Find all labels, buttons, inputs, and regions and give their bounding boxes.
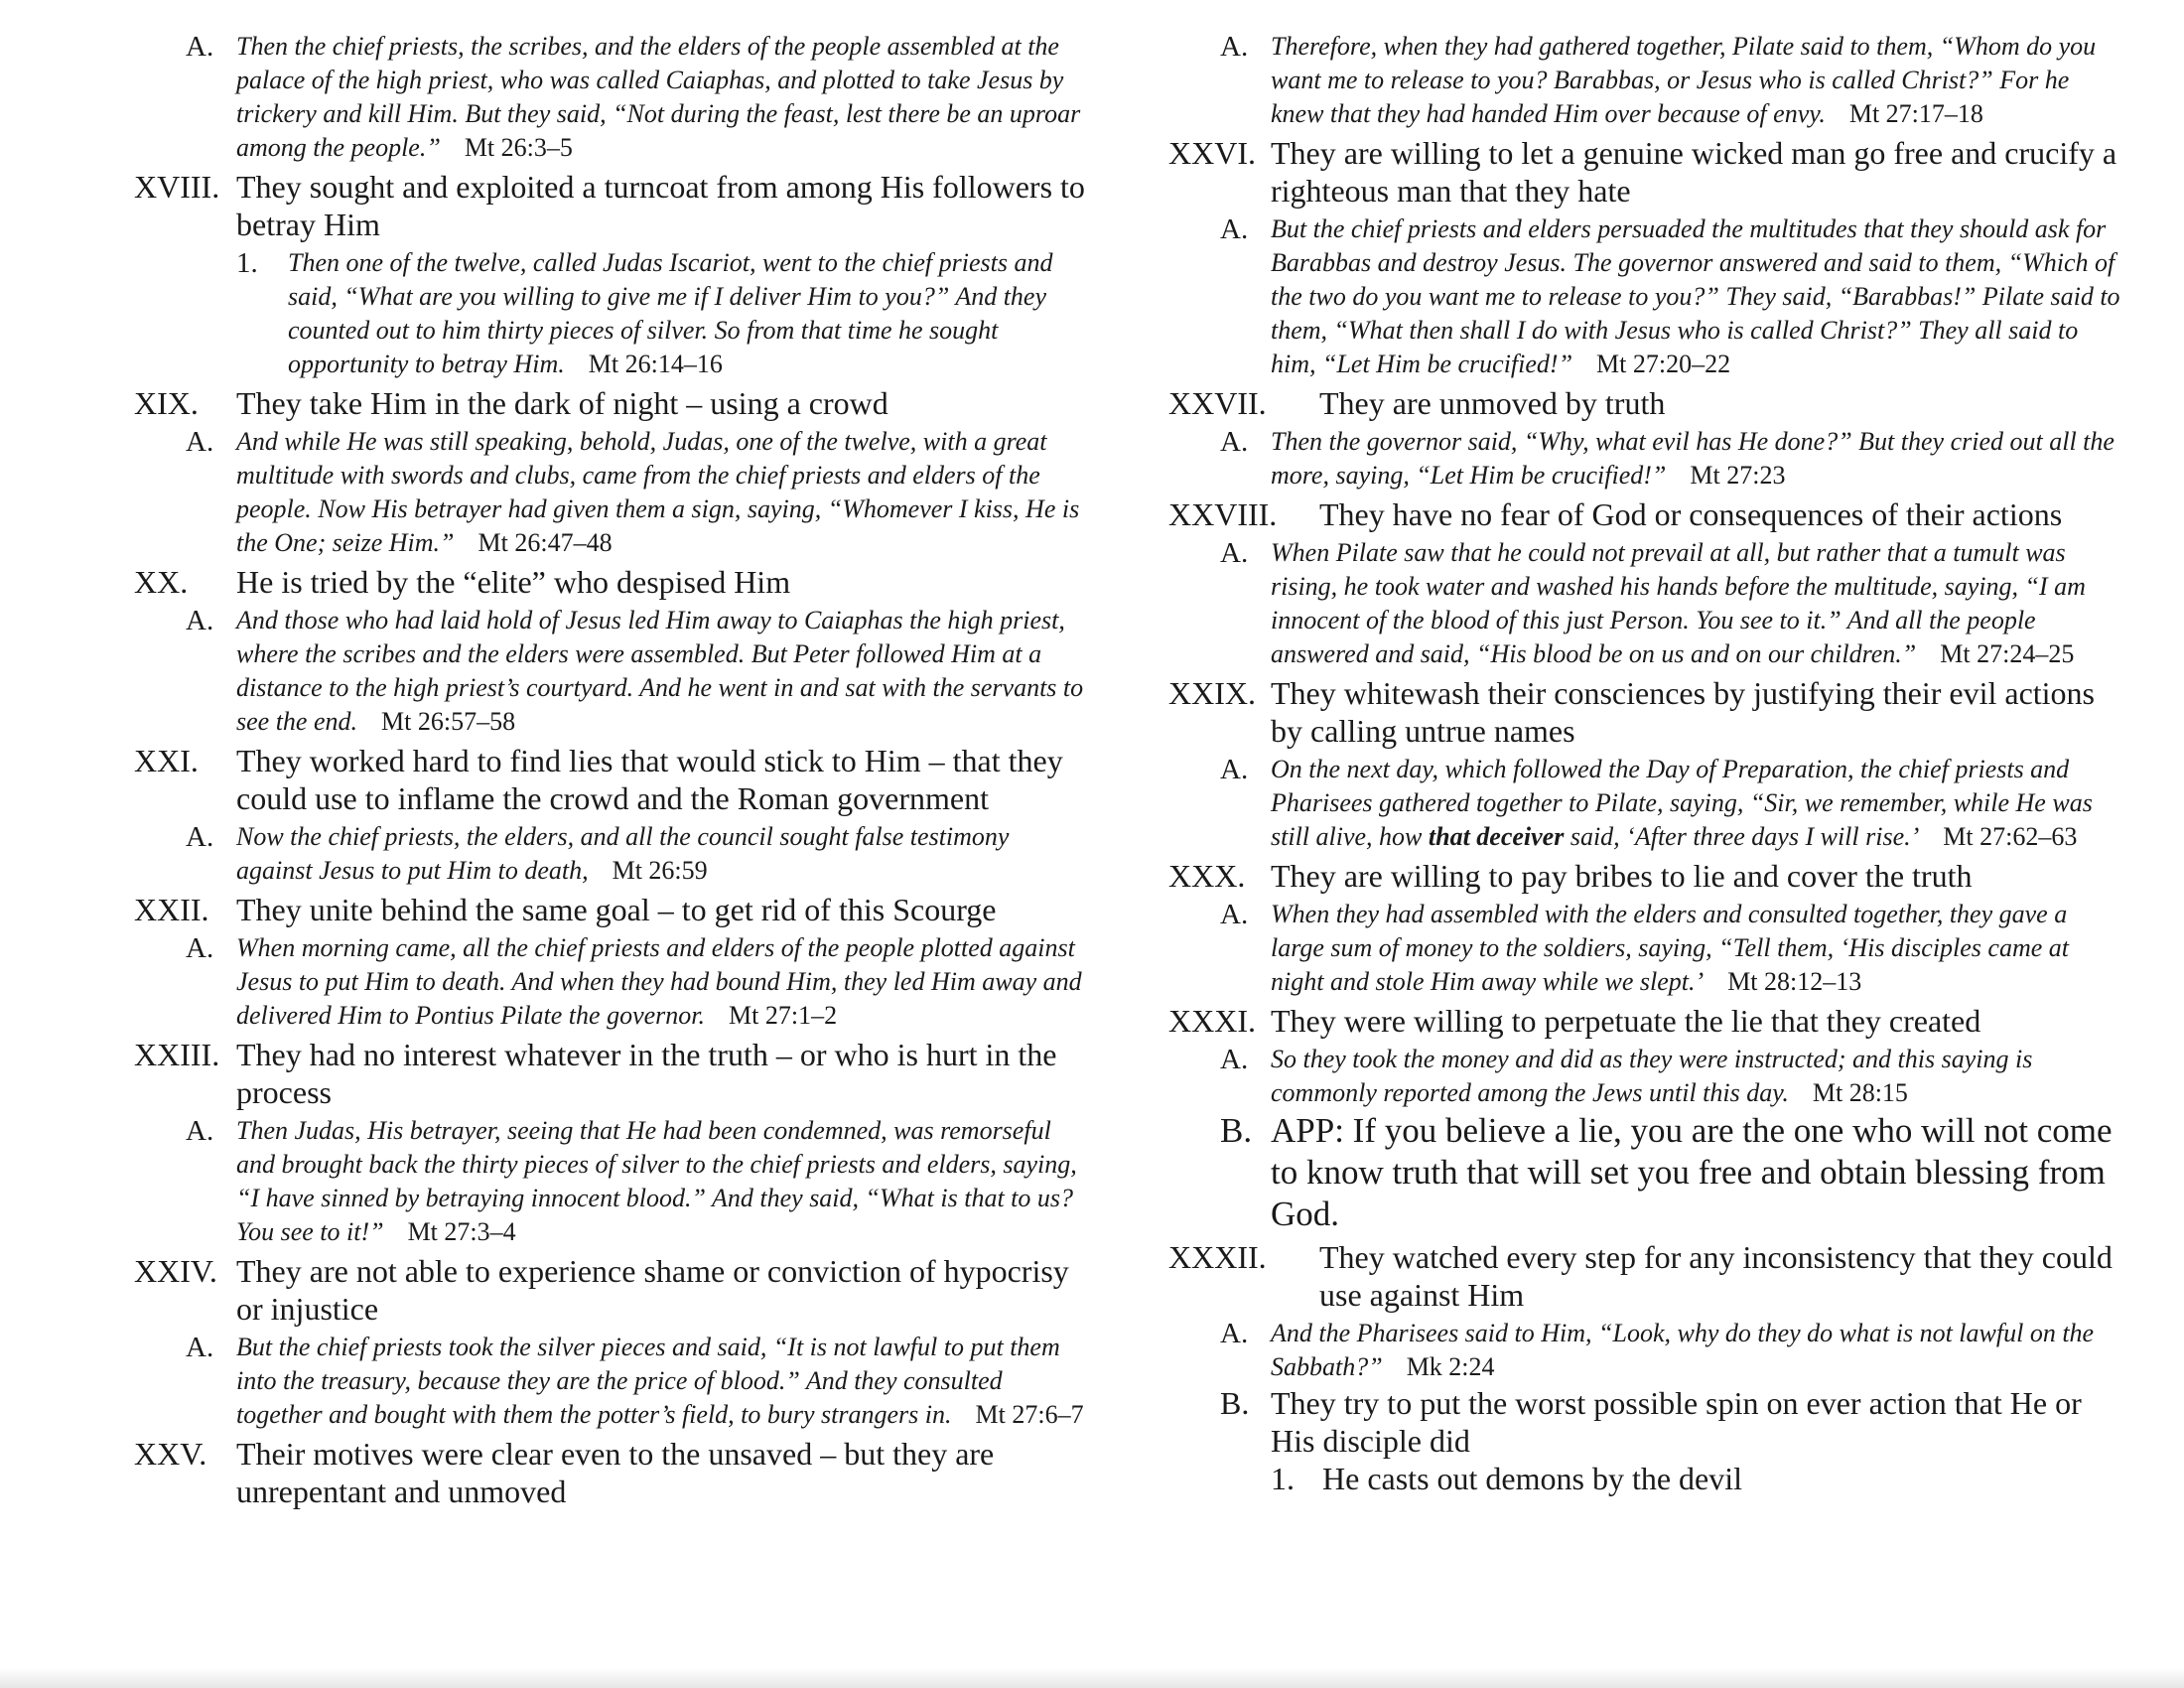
- subpoint-a-sabbath: [1168, 1317, 2121, 1384]
- heading-title: They whitewash their consciences by justifying their evil actions by calling untrue names: [1271, 675, 2095, 749]
- scripture-ref: Mt 27:3–4: [407, 1217, 516, 1246]
- subpoint-letter: A.: [1220, 426, 1249, 458]
- scripture-ref: Mt 26:59: [612, 856, 708, 885]
- subpoint-text: And those who had laid hold of Jesus led Him away to Caiaphas the high priest, where the scribes and the elders were assembled. But Peter followed Him at a distance to the high priest’s courtyard. And he went in and sat with the servants to see the end.: [236, 606, 1084, 736]
- heading-number: XXVII.: [1168, 385, 1267, 421]
- subpoint-1-demons: [1168, 1460, 2121, 1497]
- subpoint-a-saying-reported: [1168, 1043, 2121, 1110]
- heading-xix: [134, 384, 1087, 422]
- subpoint-letter: A.: [186, 1115, 214, 1147]
- heading-title: They were willing to perpetuate the lie that they created: [1271, 1003, 1981, 1039]
- scripture-ref: Mt 27:62–63: [1943, 822, 2078, 851]
- subpoint-letter: B.: [1220, 1385, 1250, 1421]
- subpoint-a-caiaphas: [134, 604, 1087, 739]
- heading-title: They are unmoved by truth: [1319, 385, 1666, 421]
- heading-number: XXI.: [134, 743, 199, 778]
- subpoint-letter: A.: [186, 932, 214, 964]
- subpoint-letter: A.: [1220, 213, 1249, 245]
- heading-title: They are willing to let a genuine wicked man go free and crucify a righteous man that they hate: [1271, 135, 2117, 209]
- subpoint-a-remorseful-judas: [134, 1114, 1087, 1249]
- subpoint-a-crucify-him: [1168, 212, 2121, 381]
- heading-xxii: [134, 891, 1087, 928]
- subpoint-a-washed-hands: [1168, 536, 2121, 671]
- heading-xxiii: [134, 1036, 1087, 1111]
- subpoint-a-feast-plot: [134, 30, 1087, 165]
- subpoint-text: Then the chief priests, the scribes, and the elders of the people assembled at the palace of the high priest, who was called Caiaphas, and plotted to take Jesus by trickery and kill Him. But they said, “Not during the feast, lest there be an uproar among the people.”: [236, 32, 1081, 162]
- subpoint-a-false-testimony: [134, 820, 1087, 888]
- heading-title: He is tried by the “elite” who despised Him: [236, 564, 791, 600]
- subpoint-1-judas-silver: [134, 246, 1087, 381]
- subpoint-text: Then the governor said, “Why, what evil has He done?” But they cried out all the more, saying, “Let Him be crucified!”: [1271, 427, 2115, 490]
- heading-xx: [134, 563, 1087, 601]
- subpoint-text: And the Pharisees said to Him, “Look, why do they do what is not lawful on the Sabbath?”: [1271, 1319, 2095, 1381]
- subpoint-b-application: [1168, 1110, 2121, 1235]
- scripture-ref: Mt 26:47–48: [478, 528, 613, 557]
- subpoint-letter: A.: [1220, 754, 1249, 785]
- subpoint-text: But the chief priests and elders persuaded the multitudes that they should ask for Barabbas and destroy Jesus. The governor answered and said to them, “Which of the two do you want me to release to you?” They said, “Barabbas!” Pilate said to them, “What then shall I do with Jesus who is called Christ?” They all said to him, “Let Him be crucified!”: [1271, 214, 2120, 378]
- subpoint-text: APP: If you believe a lie, you are the one who will not come to know truth that will set you free and obtain blessing from God.: [1271, 1111, 2113, 1233]
- heading-xxx: [1168, 857, 2121, 895]
- subpoint-a-pontius-pilate: [134, 931, 1087, 1033]
- heading-number: XXVI.: [1168, 135, 1256, 171]
- left-column: [134, 30, 1087, 1513]
- subpoint-letter: 1.: [1271, 1461, 1295, 1496]
- heading-title: They have no fear of God or consequences of their actions: [1319, 496, 2063, 532]
- subpoint-letter: A.: [1220, 1318, 1249, 1349]
- subpoint-text: He casts out demons by the devil: [1322, 1461, 1743, 1496]
- subpoint-letter: A.: [186, 1332, 214, 1363]
- subpoint-text: Then one of the twelve, called Judas Iscariot, went to the chief priests and said, “What are you willing to give me if I deliver Him to you?” And they counted out to him thirty pieces of silver. So from that time he sought opportunity to betray Him.: [288, 248, 1053, 378]
- heading-title: They are willing to pay bribes to lie and cover the truth: [1271, 858, 1973, 894]
- subpoint-a-bribe-soldiers: [1168, 898, 2121, 999]
- subpoint-b-worst-spin: [1168, 1384, 2121, 1460]
- subpoint-text: So they took the money and did as they were instructed; and this saying is commonly reported among the Jews until this day.: [1271, 1045, 2033, 1107]
- scripture-ref: Mt 27:17–18: [1848, 99, 1983, 128]
- heading-xviii: [134, 168, 1087, 243]
- heading-xxix: [1168, 674, 2121, 750]
- heading-number: XXXI.: [1168, 1003, 1256, 1039]
- scripture-ref: Mt 28:12–13: [1727, 967, 1862, 996]
- subpoint-letter: 1.: [236, 247, 258, 279]
- heading-title: They had no interest whatever in the truth – or who is hurt in the process: [236, 1037, 1057, 1110]
- subpoint-letter: A.: [1220, 537, 1249, 569]
- heading-xxvii: [1168, 384, 2121, 422]
- subpoint-text: And while He was still speaking, behold, Judas, one of the twelve, with a great multitude with swords and clubs, came from the chief priests and elders of the people. Now His betrayer had given them a sign, saying, “Whomever I kiss, He is the One; seize Him.”: [236, 427, 1080, 557]
- heading-number: XXIV.: [134, 1253, 217, 1289]
- subpoint-text: But the chief priests took the silver pieces and said, “It is not lawful to put them into the treasury, because they are the price of blood.” And they consulted together and bought with them the potter’s field, to bury strangers in.: [236, 1333, 1060, 1429]
- heading-xxi: [134, 742, 1087, 817]
- heading-title: They are not able to experience shame or conviction of hypocrisy or injustice: [236, 1253, 1069, 1327]
- subpoint-a-barabbas-or-jesus: [1168, 30, 2121, 131]
- scripture-ref: Mt 26:3–5: [464, 133, 573, 162]
- heading-title: They sought and exploited a turncoat from among His followers to betray Him: [236, 169, 1085, 242]
- heading-title: They watched every step for any inconsistency that they could use against Him: [1319, 1239, 2113, 1313]
- right-column: [1168, 30, 2121, 1497]
- subpoint-letter: B.: [1220, 1111, 1253, 1150]
- scripture-ref: Mt 27:24–25: [1940, 639, 2075, 668]
- subpoint-letter: A.: [186, 426, 214, 458]
- heading-number: XXXII.: [1168, 1239, 1267, 1275]
- heading-number: XXX.: [1168, 858, 1246, 894]
- subpoint-text: Now the chief priests, the elders, and all the council sought false testimony against Jesus to put Him to death,: [236, 822, 1010, 885]
- heading-title: Their motives were clear even to the unsaved – but they are unrepentant and unmoved: [236, 1436, 995, 1509]
- subpoint-a-what-evil: [1168, 425, 2121, 492]
- scripture-ref: Mt 28:15: [1812, 1078, 1908, 1107]
- heading-xxvi: [1168, 134, 2121, 210]
- subpoint-text: When Pilate saw that he could not prevail at all, but rather that a tumult was rising, he took water and washed his hands before the multitude, saying, “I am innocent of the blood of this just Person. You see to it.” And all the people answered and said, “His blood be on us and on our children.”: [1271, 538, 2086, 668]
- scripture-ref: Mt 27:6–7: [975, 1400, 1084, 1429]
- scripture-ref: Mt 27:20–22: [1596, 350, 1731, 378]
- emphasis-text: that deceiver: [1428, 822, 1565, 851]
- heading-title: They unite behind the same goal – to get rid of this Scourge: [236, 892, 997, 927]
- subpoint-text: Then Judas, His betrayer, seeing that He had been condemned, was remorseful and brought back the thirty pieces of silver to the chief priests and elders, saying, “I have sinned by betraying innocent blood.” And they said, “What is that to us? You see to it!”: [236, 1116, 1077, 1246]
- heading-number: XXII.: [134, 892, 209, 927]
- subpoint-letter: A.: [186, 31, 214, 63]
- heading-xxviii: [1168, 495, 2121, 533]
- subpoint-letter: A.: [186, 605, 214, 636]
- subpoint-letter: A.: [186, 821, 214, 853]
- subpoint-text: When they had assembled with the elders and consulted together, they gave a large sum of money to the soldiers, saying, “Tell them, ‘His disciples came at night and stole Him away while we slept.’: [1271, 900, 2070, 996]
- heading-xxiv: [134, 1252, 1087, 1328]
- scripture-ref: Mk 2:24: [1406, 1352, 1495, 1381]
- scripture-ref: Mt 27:1–2: [729, 1001, 838, 1030]
- heading-number: XXV.: [134, 1436, 207, 1472]
- heading-number: XXIII.: [134, 1037, 220, 1072]
- heading-number: XIX.: [134, 385, 199, 421]
- subpoint-a-that-deceiver: [1168, 753, 2121, 854]
- subpoint-text: Therefore, when they had gathered together, Pilate said to them, “Whom do you want me to release to you? Barabbas, or Jesus who is called Christ?” For he knew that they had handed Him over because of envy.: [1271, 32, 2097, 128]
- subpoint-a-potters-field: [134, 1331, 1087, 1432]
- subpoint-text: When morning came, all the chief priests and elders of the people plotted against Jesus to put Him to death. And when they had bound Him, they led Him away and delivered Him to Pontius Pilate the governor.: [236, 933, 1082, 1030]
- heading-xxxi: [1168, 1002, 2121, 1040]
- subpoint-letter: A.: [1220, 31, 1249, 63]
- subpoint-a-judas-kiss: [134, 425, 1087, 560]
- heading-title: They take Him in the dark of night – using a crowd: [236, 385, 888, 421]
- heading-xxv: [134, 1435, 1087, 1510]
- scripture-ref: Mt 27:23: [1690, 461, 1786, 490]
- heading-title: They worked hard to find lies that would stick to Him – that they could use to inflame the crowd and the Roman government: [236, 743, 1063, 816]
- subpoint-letter: A.: [1220, 899, 1249, 930]
- subpoint-text-continued: said, ‘After three days I will rise.’: [1570, 822, 1920, 851]
- scan-edge-shadow: [0, 1668, 2184, 1688]
- heading-number: XXIX.: [1168, 675, 1256, 711]
- heading-number: XVIII.: [134, 169, 220, 205]
- scripture-ref: Mt 26:57–58: [381, 707, 516, 736]
- scripture-ref: Mt 26:14–16: [588, 350, 723, 378]
- subpoint-text: They try to put the worst possible spin on ever action that He or His disciple did: [1271, 1385, 2082, 1459]
- heading-number: XXVIII.: [1168, 496, 1278, 532]
- subpoint-text: On the next day, which followed the Day of Preparation, the chief priests and Pharisees gathered together to Pilate, saying, “Sir, we remember, while He was still alive, how: [1271, 755, 2093, 851]
- heading-number: XX.: [134, 564, 189, 600]
- subpoint-letter: A.: [1220, 1044, 1249, 1075]
- heading-xxxii: [1168, 1238, 2121, 1314]
